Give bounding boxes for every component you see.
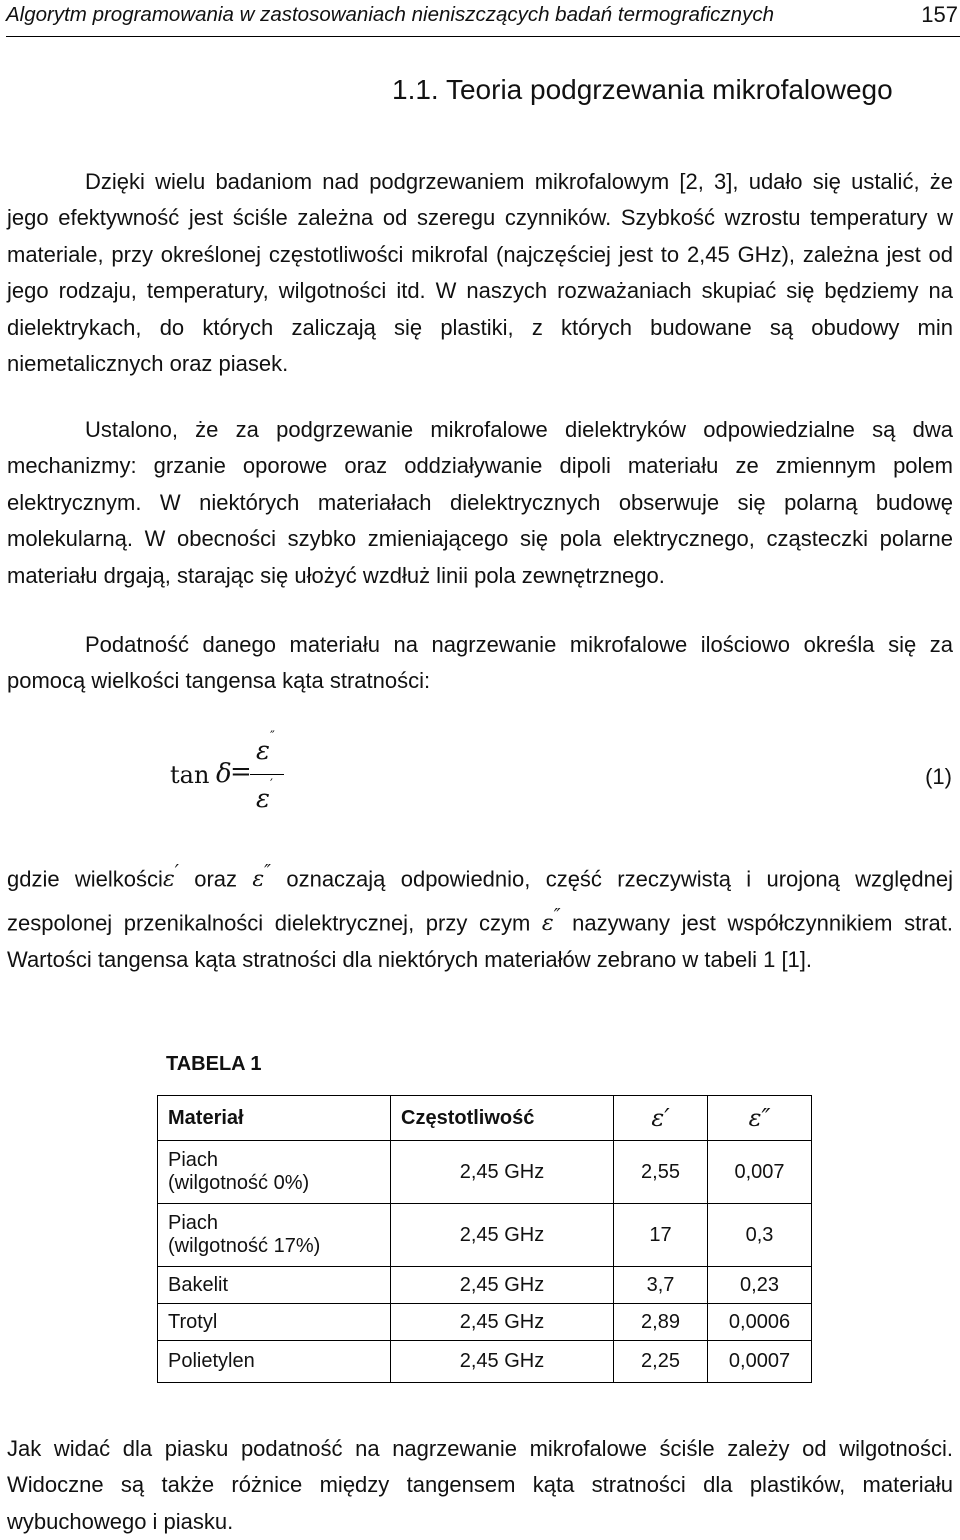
paragraph-2 xyxy=(7,412,953,594)
paragraph-3 xyxy=(7,627,953,700)
table-row xyxy=(158,1304,812,1341)
closing-paragraph: Jak widać dla piasku podatność na nagrzewanie mikrofalowe ściśle zależy od wilgotności. Widoczne są także różnice między tangensem kąta stratności dla plastików, materiału wybuchowego i piasku. xyxy=(7,1436,953,1534)
cell-eps-double-prime: 0,3 xyxy=(708,1204,812,1267)
formula-delta: δ xyxy=(216,759,232,789)
table-row xyxy=(158,1141,812,1204)
formula-equals: = xyxy=(230,757,252,787)
cell-eps-prime: 2,55 xyxy=(614,1141,708,1204)
paragraph-3-text: Podatność danego materiału na nagrzewanie mikrofalowe ilościowo określa się za pomocą wielkości tangensa kąta stratności: xyxy=(7,632,953,694)
fraction-bar xyxy=(250,774,284,775)
table-caption: TABELA 1 xyxy=(166,1053,262,1075)
materials-table xyxy=(157,1095,812,1383)
table-row xyxy=(158,1267,812,1304)
table-header-row xyxy=(158,1096,812,1141)
paragraph-4-part2: oraz xyxy=(178,866,253,892)
header-material: Materiał xyxy=(158,1096,391,1141)
formula-tan: tan xyxy=(170,761,210,789)
cell-eps-prime: 2,25 xyxy=(614,1341,708,1383)
table-row xyxy=(158,1341,812,1383)
cell-eps-double-prime: 0,0007 xyxy=(708,1341,812,1383)
cell-eps-prime: 2,89 xyxy=(614,1304,708,1341)
loss-tangent-formula xyxy=(170,729,290,815)
paragraph-4-part1: gdzie wielkości xyxy=(7,866,163,892)
equation-number: (1) xyxy=(925,764,952,789)
formula-numerator: ε ″ xyxy=(256,729,275,766)
epsilon-double-prime: ε″ xyxy=(252,862,272,893)
cell-eps-prime: 17 xyxy=(614,1204,708,1267)
paragraph-2-text: Ustalono, że za podgrzewanie mikrofalowe dielektryków odpowiedzialne są dwa mechanizmy: grzanie oporowe oraz oddziaływanie dipoli materiału ze zmiennym polem elektrycznym. W niektórych materiałach dielektrycznych obserwuje się polarną budowę molekularną. W obecności szybko zmieniającego się pola elektrycznego, cząsteczki polarne materiału drgają, starając się ułożyć wzdłuż linii pola zewnętrznego. xyxy=(7,417,953,588)
running-title: Algorytm programowania w zastosowaniach nieniszczących badań termograficznych xyxy=(6,3,774,26)
section-title: 1.1. Teoria podgrzewania mikrofalowego xyxy=(392,74,893,105)
cell-eps-double-prime: 0,0006 xyxy=(708,1304,812,1341)
cell-frequency: 2,45 GHz xyxy=(391,1341,614,1383)
epsilon-prime: ε′ xyxy=(162,862,179,893)
paragraph-4-part4: nazywany jest współczynnikiem strat. Wartości tangensa kąta stratności dla niektórych materiałów zebrano w tabeli 1 [1]. xyxy=(7,910,953,973)
cell-frequency: 2,45 GHz xyxy=(391,1141,614,1204)
header-eps-double-prime: ε″ xyxy=(708,1096,812,1141)
cell-eps-double-prime: 0,007 xyxy=(708,1141,812,1204)
cell-eps-double-prime: 0,23 xyxy=(708,1267,812,1304)
cell-material: Trotyl xyxy=(158,1304,391,1341)
paragraph-4 xyxy=(7,855,953,979)
page-number: 157 xyxy=(921,2,958,27)
cell-frequency: 2,45 GHz xyxy=(391,1204,614,1267)
epsilon-double-prime-2: ε″ xyxy=(541,905,561,937)
cell-material: Polietylen xyxy=(158,1341,391,1383)
cell-material: Bakelit xyxy=(158,1267,391,1304)
paragraph-4-part3: oznaczają odpowiednio, część rzeczywistą i urojoną względnej zespolonej przenikalności dielektrycznej, przy czym xyxy=(7,866,953,936)
header-eps-prime: ε′ xyxy=(614,1096,708,1141)
cell-material: Piach (wilgotność 0%) xyxy=(158,1141,391,1204)
running-header xyxy=(6,0,960,37)
header-frequency: Częstotliwość xyxy=(391,1096,614,1141)
paragraph-1-text: Dzięki wielu badaniom nad podgrzewaniem mikrofalowym [2, 3], udało się ustalić, że jego efektywność jest ściśle zależna od szeregu czynników. Szybkość wzrostu temperatury w materiale, przy określonej częstotliwości mikrofal (najczęściej jest to 2,45 GHz), zależna jest od jego rodzaju, temperatury, wilgotności itd. W naszych rozważaniach skupiać się będziemy na dielektrykach, do których zaliczają się plastiki, z których budowane są obudowy min niemetalicznych oraz piasek. xyxy=(7,169,953,377)
cell-material: Piach (wilgotność 17%) xyxy=(158,1204,391,1267)
cell-eps-prime: 3,7 xyxy=(614,1267,708,1304)
cell-frequency: 2,45 GHz xyxy=(391,1304,614,1341)
paragraph-1 xyxy=(7,164,953,382)
cell-frequency: 2,45 GHz xyxy=(391,1267,614,1304)
table-row xyxy=(158,1204,812,1267)
formula-denominator: ε ′ xyxy=(256,777,273,814)
